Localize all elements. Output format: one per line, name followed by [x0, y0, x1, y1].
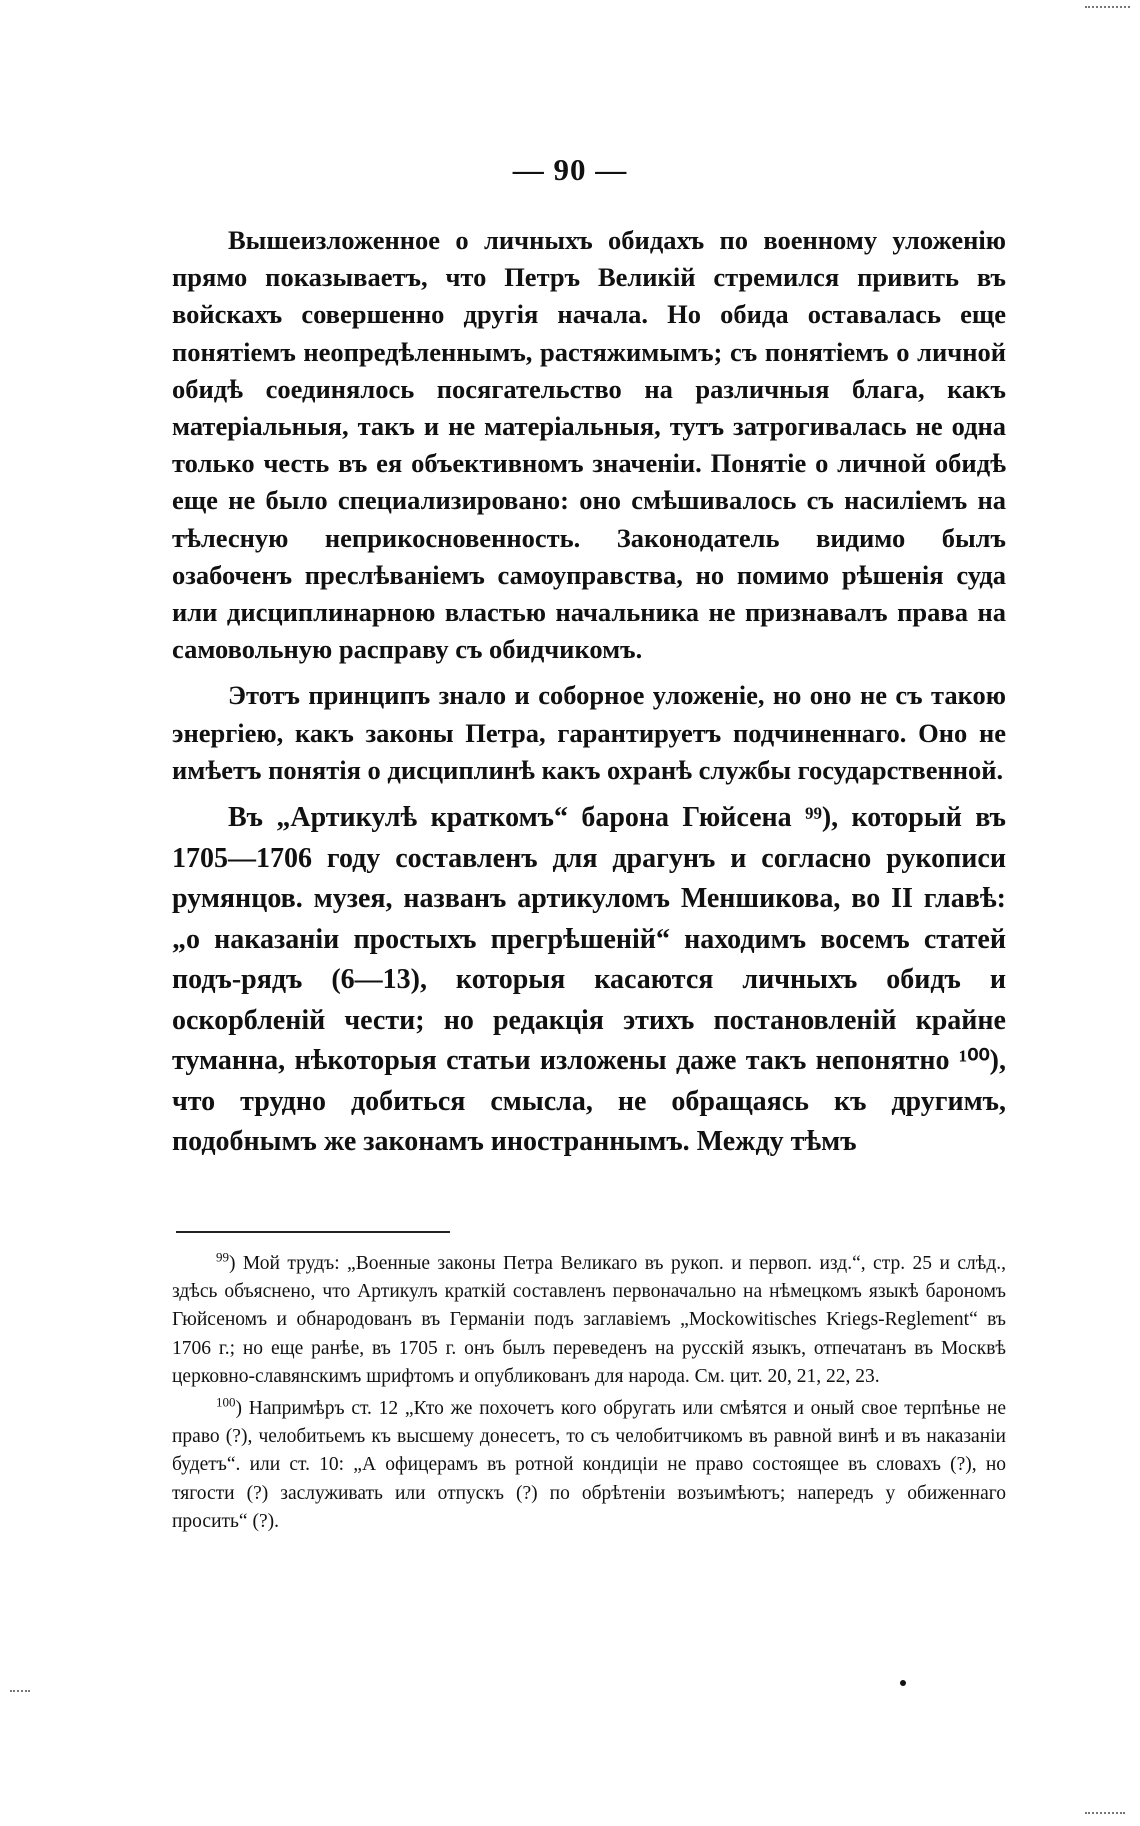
ink-speck	[900, 1680, 906, 1686]
scan-edge-mark-left	[10, 1690, 30, 1692]
paragraph-1: Вышеизложенное о личныхъ обидахъ по военному уложенію прямо показываетъ, что Петръ Великій стремился привить въ войскахъ совершенно другія начала. Но обида оставалась еще понятіемъ неопредѣленнымъ, растяжимымъ; съ понятіемъ о личной обидѣ соединялось посягательство на различныя блага, какъ матеріальныя, такъ и не матеріальныя, тутъ затрогивалась не одна только честь въ ея объективномъ значеніи. Понятіе о личной обидѣ еще не было специализировано: оно смѣшивалось съ насиліемъ на тѣлесную неприкосновенность. Законодатель видимо былъ озабоченъ преслѣваніемъ самоуправства, но помимо рѣшенія суда или дисциплинарною властью начальника не признавалъ права на самовольную расправу съ обидчикомъ.	[172, 225, 1006, 665]
paragraph-2: Этотъ принципъ знало и соборное уложеніе, но оно не съ такою энергіею, какъ законы Петра, гарантируетъ подчиненнаго. Оно не имѣетъ понятія о дисциплинѣ какъ охранѣ службы государственной.	[172, 680, 1006, 785]
footnotes	[172, 1250, 1006, 1540]
page-number: — 90 —	[512, 152, 628, 187]
footnote-100-mark: 100	[216, 1394, 236, 1410]
scan-edge-mark-bottom	[1085, 1812, 1125, 1814]
scan-edge-mark	[1085, 6, 1130, 8]
footnote-99-mark: 99	[216, 1249, 229, 1265]
footnote-100	[172, 1395, 1006, 1536]
paragraph-3: Въ „Артикулѣ краткомъ“ барона Гюйсена ⁹⁹), который въ 1705—1706 году составленъ для драгунъ и согласно рукописи румянцов. музея, названъ артикуломъ Меншикова, во II главѣ: „о наказаніи простыхъ прегрѣшеній“ находимъ восемъ статей подъ-рядъ (6—13), которыя касаются личныхъ обидъ и оскорбленій чести; но редакція этихъ постановленій крайне туманна, нѣкоторыя статьи изложены даже такъ непонятно ¹⁰⁰), что трудно добиться смысла, не обращаясь къ другимъ, подобнымъ же законамъ иностраннымъ. Между тѣмъ	[172, 802, 1006, 1158]
main-text	[172, 222, 1006, 1172]
footnote-99	[172, 1250, 1006, 1391]
footnote-100-text: ) Напримѣръ ст. 12 „Кто же похочетъ кого обругать или смѣятся и оный свое терпѣнье не право (?), челобитьемъ къ высшему донесетъ, то съ челобитчикомъ въ равной винѣ и въ наказаніи будетъ“. или ст. 10: „А офицерамъ въ ротной кондиціи не право состоящее въ словахъ (?), но тягости (?) заслуживать или отпускъ (?) по обрѣтеніи возъимѣютъ; напередъ у обиженнаго просить“ (?).	[172, 1398, 1006, 1532]
footnote-divider	[176, 1231, 450, 1233]
footnote-99-text: ) Мой трудъ: „Военные законы Петра Великаго въ рукоп. и первоп. изд.“, стр. 25 и слѣд., здѣсь объяснено, что Артикулъ краткій составленъ первоначально на нѣмецкомъ языкѣ барономъ Гюйсеномъ и обнародованъ въ Германіи подъ заглавіемъ „Mockowitisches Kriegs-Reglement“ въ 1706 г.; но еще ранѣе, въ 1705 г. онъ былъ переведенъ на русскій языкъ, отпечатанъ въ Москвѣ церковно-славянскимъ шрифтомъ и опубликованъ для народа. См. цит. 20, 21, 22, 23.	[172, 1253, 1006, 1387]
